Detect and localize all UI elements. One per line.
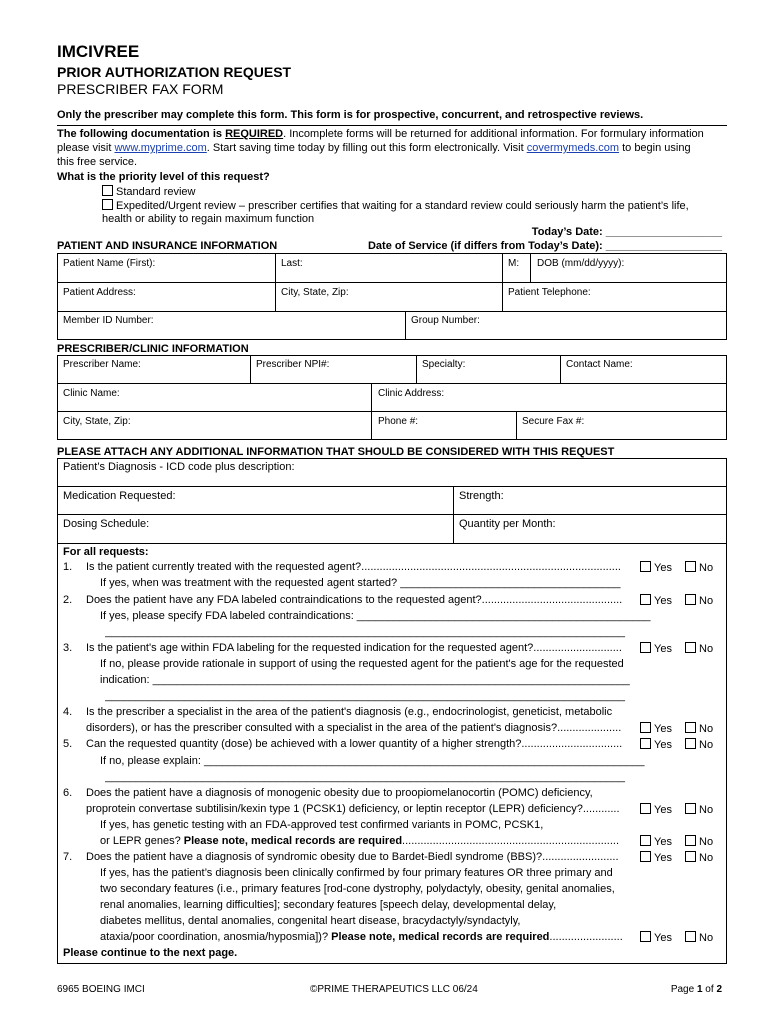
q5-text: Can the requested quantity (dose) be achieved with a lower quantity of a higher strength?................................. [86,738,623,750]
page-current: 1 [696,984,703,995]
clinic-city-field[interactable]: City, State, Zip: [63,416,131,427]
clinic-address-field[interactable]: Clinic Address: [378,388,445,399]
patient-address-field[interactable]: Patient Address: [63,287,136,298]
page-total: 2 [716,984,722,995]
clinic-phone-field[interactable]: Phone #: [378,416,419,427]
q3-no-checkbox[interactable] [685,642,696,653]
links-mid: . Start saving time today by filling out this form electronically. Visit [206,142,527,154]
yes-label: Yes [654,643,672,655]
q7b-no-checkbox[interactable] [685,931,696,942]
expedited-review-label-cont: health or ability to regain maximum function [102,213,315,225]
page-prefix: Page [670,984,697,995]
no-label: No [699,932,714,944]
row-divider [57,514,727,515]
group-number-field[interactable]: Group Number: [411,315,480,326]
no-label: No [699,852,714,864]
q6-yes-checkbox[interactable] [640,803,651,814]
q2a-text[interactable]: If yes, please specify FDA labeled contraindications: ________________________________________________ [100,610,651,622]
priority-question: What is the priority level of this request? [57,171,270,183]
q6d-prefix: or LEPR genes? [100,835,184,847]
q7b-text: two secondary features (i.e., primary features [rod-cone dystrophy, polydactyly, obesity, genital anomalies, [100,883,615,895]
todays-date-field[interactable]: Today’s Date: ___________________ [531,226,722,238]
yes-label: Yes [654,723,672,735]
q7-no-checkbox[interactable] [685,851,696,862]
prescriber-name-field[interactable]: Prescriber Name: [63,359,141,370]
q3b-text[interactable]: indication: ______________________________________________________________________________ [100,674,630,686]
no-label: No [699,595,714,607]
q1a-text[interactable]: If yes, when was treatment with the requested agent started? ____________________________________ [100,577,621,589]
q1-yes-checkbox[interactable] [640,561,651,572]
q2b-line[interactable]: _____________________________________________________________________________________ [105,626,626,638]
footer-page-number [671,984,722,995]
q7b-yes-checkbox[interactable] [640,931,651,942]
strength-field[interactable]: Strength: [459,490,504,502]
intro-line: Only the prescriber may complete this form. This form is for prospective, concurrent, and retrospective reviews. [57,109,644,121]
q1-yes[interactable] [640,561,672,574]
q5-no-checkbox[interactable] [685,738,696,749]
secure-fax-field[interactable]: Secure Fax #: [522,416,585,427]
expedited-review-option[interactable] [102,199,689,212]
no-label: No [699,739,714,751]
q6b-yes-checkbox[interactable] [640,835,651,846]
diagnosis-field[interactable]: Patient’s Diagnosis - ICD code plus description: [63,461,295,473]
q6-yes[interactable] [640,803,672,816]
q7e-dots: ........................ [549,931,623,943]
required-prefix: The following documentation is [57,128,226,140]
free-service-line: this free service. [57,156,138,168]
row-divider [57,411,727,412]
q6d-text [100,835,638,847]
q3a-text: If no, please provide rationale in support of using the requested agent for the patient's age for the requested [100,658,624,670]
q7-yes-checkbox[interactable] [640,851,651,862]
specialty-field[interactable]: Specialty: [422,359,466,370]
patient-last-name-field[interactable]: Last: [281,258,303,269]
links-prefix: please visit [57,142,115,154]
dosing-field[interactable]: Dosing Schedule: [63,518,150,530]
q7e-text [100,931,638,943]
standard-review-checkbox[interactable] [102,185,113,196]
required-line [57,128,704,140]
footer-form-id: 6965 BOEING IMCI [57,984,145,995]
q2-yes-checkbox[interactable] [640,594,651,605]
q1-no[interactable] [685,561,713,574]
col-divider [502,253,503,311]
q4-number: 4. [63,706,73,718]
divider [57,125,727,126]
q2-yes[interactable] [640,594,672,607]
expedited-review-checkbox[interactable] [102,199,113,210]
q6b-text: proprotein convertase subtilisin/kexin type 1 (PCSK1) deficiency, or leptin receptor (LEPR) deficiency?............ [86,803,620,815]
col-divider [405,311,406,340]
yes-label: Yes [654,562,672,574]
no-label: No [699,562,714,574]
q3-number: 3. [63,642,73,654]
q7a-text: If yes, has the patient’s diagnosis been clinically confirmed by four primary features OR three primary and [100,867,613,879]
q3-text: Is the patient's age within FDA labeling for the requested indication for the requested agent?............................. [86,642,622,654]
standard-review-option[interactable] [102,185,196,198]
q6-no-checkbox[interactable] [685,803,696,814]
col-divider [275,253,276,311]
page-of: of [702,984,717,995]
member-id-field[interactable]: Member ID Number: [63,315,154,326]
q6-no[interactable] [685,803,713,816]
q4b-text: disorders), or has the prescriber consulted with a specialist in the area of the patient's diagnosis?..................... [86,722,622,734]
standard-review-label: Standard review [116,186,196,198]
q7e-bold: Please note, medical records are required [331,931,550,943]
q7b-no[interactable] [685,931,713,944]
no-label: No [699,643,714,655]
form-subtitle: PRESCRIBER FAX FORM [57,81,224,97]
q6d-dots: ....................................................................... [402,835,620,847]
patient-section-heading: PATIENT AND INSURANCE INFORMATION [57,240,278,252]
yes-label: Yes [654,739,672,751]
form-title: PRIOR AUTHORIZATION REQUEST [57,64,292,80]
q7d-text: diabetes mellitus, dental anomalies, congenital heart disease, bracydactyly/syndactyly, [100,915,521,927]
yes-label: Yes [654,804,672,816]
row-divider [57,282,727,283]
q4-no-checkbox[interactable] [685,722,696,733]
q6d-bold: Please note, medical records are required [183,835,403,847]
q4-yes-checkbox[interactable] [640,722,651,733]
q5a-text[interactable]: If no, please explain: ________________________________________________________________________ [100,755,645,767]
q7-text: Does the patient have a diagnosis of syndromic obesity due to Bardet-Biedl syndrome (BBS)?......................... [86,851,619,863]
expedited-review-label: Expedited/Urgent review – prescriber certifies that waiting for a standard review could seriously harm the patient’s life, [116,200,689,212]
q5-number: 5. [63,738,73,750]
q6a-text: Does the patient have a diagnosis of monogenic obesity due to proopiomelanocortin (POMC) deficiency, [86,787,593,799]
q1-number: 1. [63,561,73,573]
prescriber-npi-field[interactable]: Prescriber NPI#: [256,359,330,370]
attach-heading: PLEASE ATTACH ANY ADDITIONAL INFORMATION THAT SHOULD BE CONSIDERED WITH THIS REQUEST [57,446,615,458]
q3-yes[interactable] [640,642,672,655]
col-divider [371,383,372,440]
required-rest: . Incomplete forms will be returned for additional information. For formulary information [283,128,704,140]
q6c-text: If yes, has genetic testing with an FDA-approved test confirmed variants in POMC, PCSK1, [100,819,544,831]
q7c-text: renal anomalies, learning difficulties]; secondary features [speech delay, developmental delay, [100,899,557,911]
q5-yes[interactable] [640,738,672,751]
q7e-prefix: ataxia/poor coordination, anosmia/hyposmia])? [100,931,332,943]
contact-name-field[interactable]: Contact Name: [566,359,633,370]
yes-label: Yes [654,852,672,864]
q2-no-checkbox[interactable] [685,594,696,605]
required-word: REQUIRED [225,128,284,140]
quantity-field[interactable]: Quantity per Month: [459,518,556,530]
covermymeds-link[interactable]: covermymeds.com [526,142,620,154]
q3-yes-checkbox[interactable] [640,642,651,653]
q7b-yes[interactable] [640,931,672,944]
no-label: No [699,836,714,848]
row-divider [57,486,727,487]
yes-label: Yes [654,836,672,848]
q2-number: 2. [63,594,73,606]
row-divider [57,383,727,384]
continue-note: Please continue to the next page. [63,947,238,959]
patient-first-name-field[interactable]: Patient Name (First): [63,258,156,269]
row-divider [57,311,727,312]
prescriber-section-heading: PRESCRIBER/CLINIC INFORMATION [57,343,249,355]
clinic-name-field[interactable]: Clinic Name: [63,388,120,399]
q7-yes[interactable] [640,851,672,864]
yes-label: Yes [654,932,672,944]
no-label: No [699,804,714,816]
patient-mi-field[interactable]: M: [508,258,520,269]
q4-yes[interactable] [640,722,672,735]
col-divider [530,253,531,282]
q5-yes-checkbox[interactable] [640,738,651,749]
footer-copyright: ©PRIME THERAPEUTICS LLC 06/24 [310,984,478,995]
q2-no[interactable] [685,594,713,607]
q1-no-checkbox[interactable] [685,561,696,572]
q6b-yes[interactable] [640,835,672,848]
links-line [57,142,691,154]
q7-no[interactable] [685,851,713,864]
q2-text: Does the patient have any FDA labeled contraindications to the requested agent?.............................................. [86,594,623,606]
q6b-no[interactable] [685,835,713,848]
drug-name: IMCIVREE [57,42,140,61]
no-label: No [699,723,714,735]
q4a-text: Is the prescriber a specialist in the area of the patient's diagnosis (e.g., endocrinologist, geneticist, metabolic [86,706,613,718]
q1-text: Is the patient currently treated with the requested agent?..................................................................................... [86,561,621,573]
service-date-field[interactable]: Date of Service (if differs from Today’s Date): ___________________ [367,240,722,252]
q3-no[interactable] [685,642,713,655]
q6-number: 6. [63,787,73,799]
medication-field[interactable]: Medication Requested: [63,490,176,502]
q5b-line[interactable]: _____________________________________________________________________________________ [105,771,626,783]
col-divider [416,355,417,383]
patient-city-field[interactable]: City, State, Zip: [281,287,349,298]
q3c-line[interactable]: _____________________________________________________________________________________ [105,690,626,702]
q7-number: 7. [63,851,73,863]
myprime-link[interactable]: www.myprime.com [114,142,207,154]
patient-info-table [57,253,727,340]
col-divider [560,355,561,383]
q6b-no-checkbox[interactable] [685,835,696,846]
links-end: to begin using [619,142,691,154]
for-all-requests-heading: For all requests: [63,546,149,558]
q4-no[interactable] [685,722,713,735]
q5-no[interactable] [685,738,713,751]
patient-phone-field[interactable]: Patient Telephone: [508,287,591,298]
col-divider [250,355,251,383]
col-divider [453,486,454,544]
yes-label: Yes [654,595,672,607]
patient-dob-field[interactable]: DOB (mm/dd/yyyy): [537,258,625,269]
col-divider [516,411,517,440]
